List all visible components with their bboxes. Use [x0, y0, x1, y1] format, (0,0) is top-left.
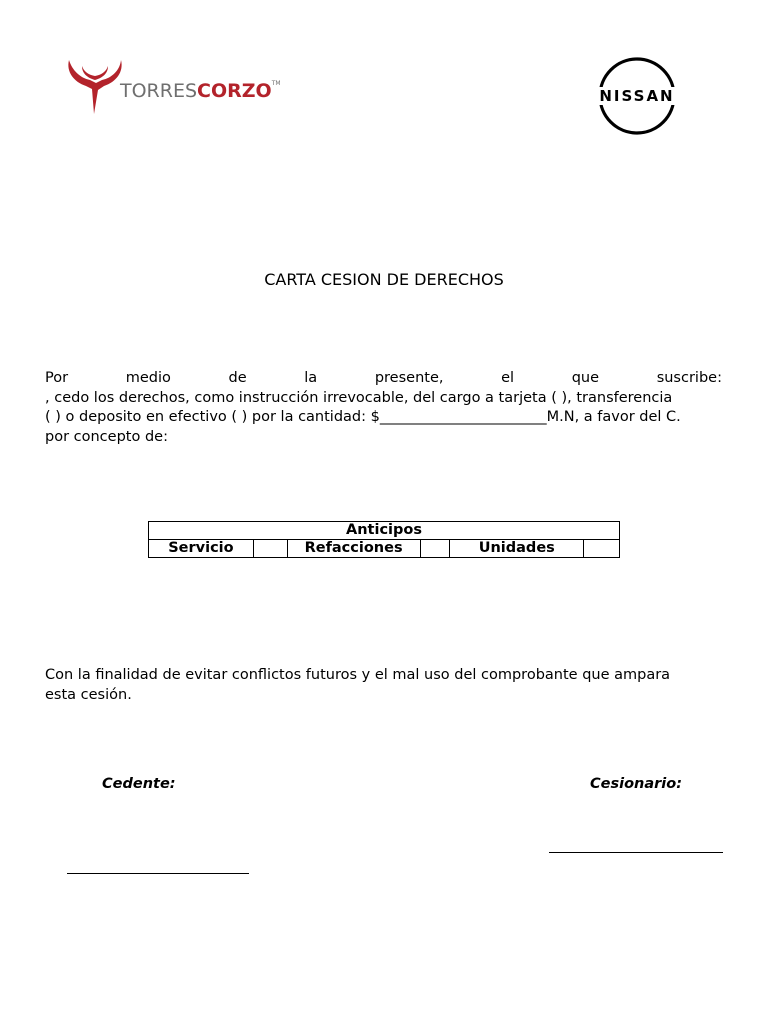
cell-unidades-value — [584, 540, 620, 558]
word: Por — [45, 370, 69, 386]
nissan-logo — [588, 56, 686, 136]
cell-unidades: Unidades — [450, 540, 584, 558]
trademark-mark: TM — [271, 80, 281, 87]
paragraph-line-2: esta cesión. — [45, 686, 132, 703]
paragraph-line-4: por concepto de: — [45, 428, 168, 445]
nissan-wordmark: NISSAN — [588, 87, 686, 105]
cession-paragraph — [45, 369, 722, 447]
cell-servicio-value — [253, 540, 287, 558]
word: el — [501, 370, 515, 386]
torres-corzo-wordmark — [120, 80, 281, 102]
document-title: CARTA CESION DE DERECHOS — [264, 270, 504, 289]
table-header-anticipos: Anticipos — [149, 522, 620, 540]
word: suscribe: — [656, 370, 722, 386]
word: la — [304, 370, 318, 386]
cedente-signature-line — [67, 873, 249, 874]
cell-refacciones: Refacciones — [287, 540, 420, 558]
table-row — [149, 540, 620, 558]
wordmark-torres: TORRES — [120, 80, 198, 102]
paragraph-line-2: , cedo los derechos, como instrucción irrevocable, del cargo a tarjeta ( ), transferencia — [45, 389, 673, 406]
cesionario-label: Cesionario: — [590, 776, 683, 792]
torres-corzo-logo — [64, 56, 294, 116]
horns-emblem-icon — [64, 56, 128, 116]
cesionario-signature-line — [549, 852, 723, 853]
cell-refacciones-value — [420, 540, 450, 558]
word: que — [571, 370, 600, 386]
paragraph-line-3: ( ) o deposito en efectivo ( ) por la cantidad: $_______________________M.N, a favor del C. — [45, 409, 681, 425]
word: presente, — [374, 370, 444, 386]
cedente-label: Cedente: — [102, 776, 176, 792]
cell-servicio: Servicio — [149, 540, 254, 558]
word: de — [228, 370, 247, 386]
purpose-paragraph — [45, 666, 722, 705]
paragraph-line-1: Con la finalidad de evitar conflictos futuros y el mal uso del comprobante que ampara — [45, 667, 671, 683]
wordmark-corzo: CORZO — [197, 80, 272, 102]
table-header-row — [149, 522, 620, 540]
paragraph-line-1 — [45, 369, 722, 389]
word: medio — [125, 370, 171, 386]
anticipos-table — [148, 521, 620, 558]
